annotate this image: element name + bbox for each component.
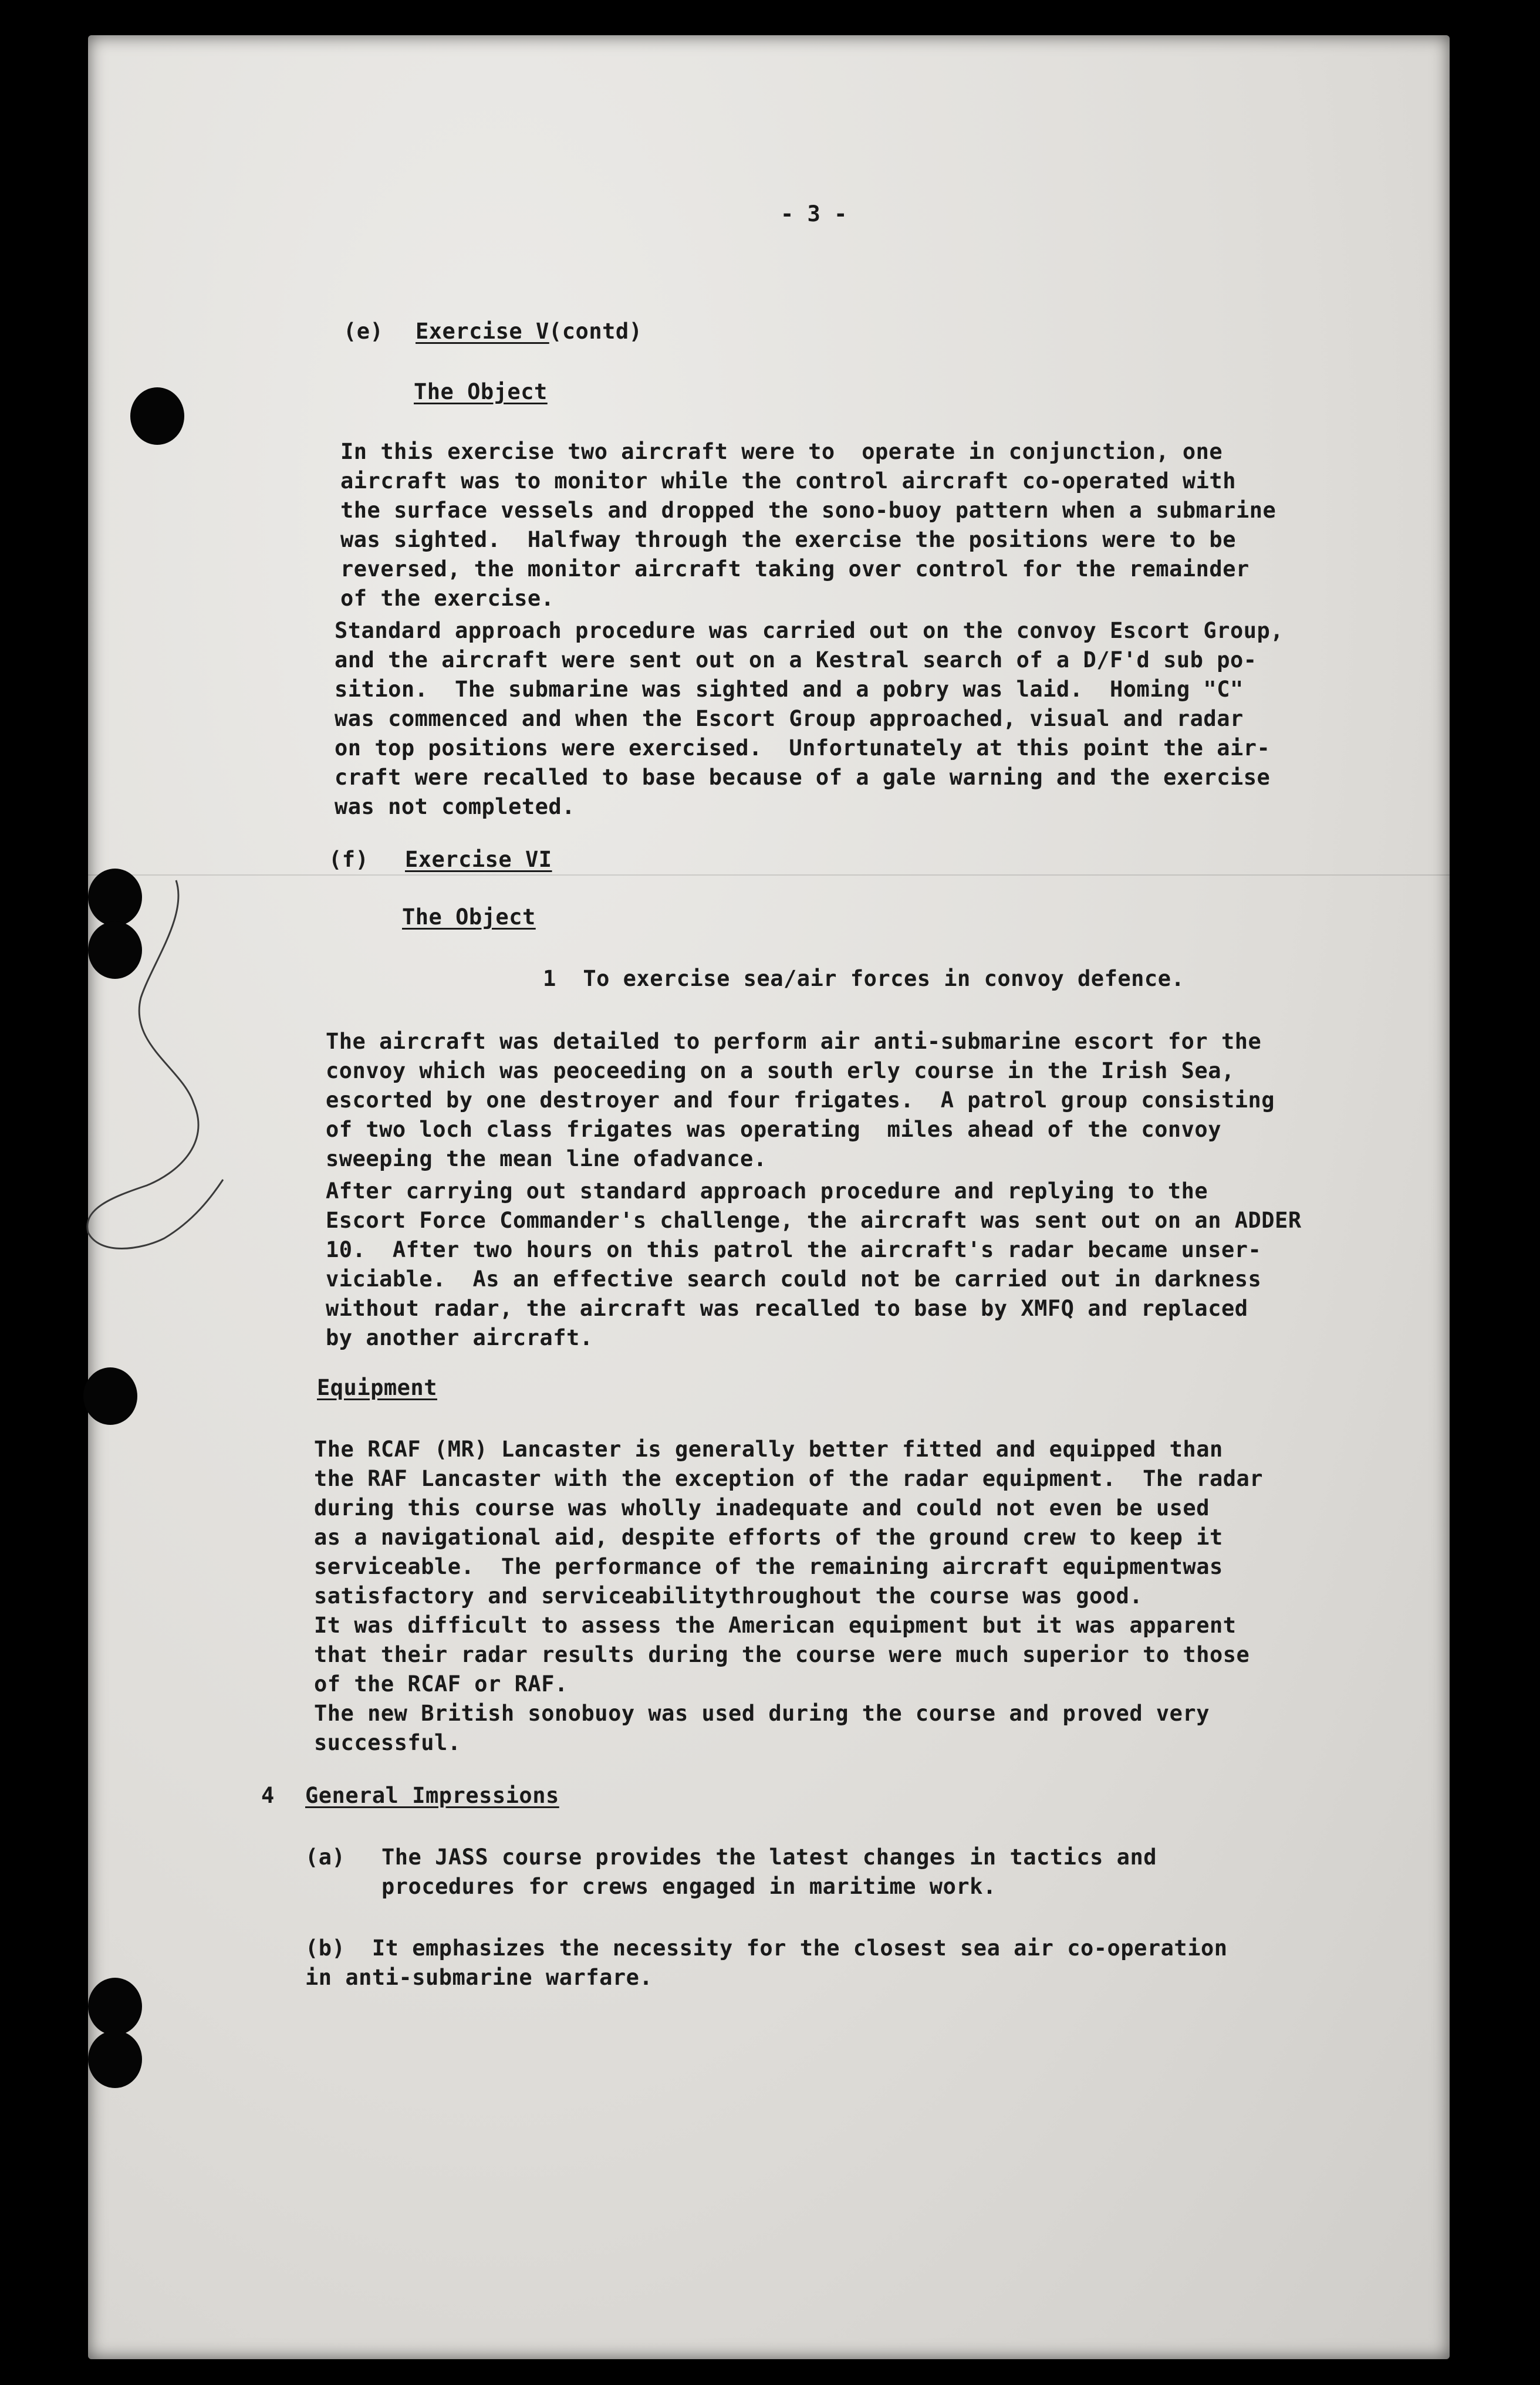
punch-hole [130,387,184,445]
text-line: successful. [314,1730,461,1755]
text-line: In this exercise two aircraft were to operate in conjunction, one [340,439,1223,464]
text-line: The new British sonobuoy was used during the course and proved very [314,1701,1210,1726]
text-line: craft were recalled to base because of a gale warning and the exercise [335,765,1271,790]
text-line: by another aircraft. [326,1325,593,1350]
text-line: escorted by one destroyer and four frigates. A patrol group consisting [326,1087,1275,1113]
text-line: without radar, the aircraft was recalled to base by XMFQ and replaced [326,1296,1248,1321]
text-line: Standard approach procedure was carried out on the convoy Escort Group, [335,618,1284,643]
general-number: 4 [261,1783,275,1808]
text-line: viciable. As an effective search could not be carried out in darkness [326,1266,1262,1292]
text-line: that their radar results during the course were much superior to those [314,1642,1250,1667]
section-f-subheading: The Object [402,904,536,930]
text-line: of the exercise. [340,586,555,611]
text-line: After carrying out standard approach procedure and replying to the [326,1178,1208,1204]
punch-hole [88,1978,142,2035]
text-line: was commenced and when the Escort Group approached, visual and radar [335,706,1244,731]
text-line: aircraft was to monitor while the control aircraft co-operated with [340,468,1236,494]
text-line: of the RCAF or RAF. [314,1671,568,1697]
text-line: was not completed. [335,794,575,819]
text-line: The RCAF (MR) Lancaster is generally better fitted and equipped than [314,1437,1223,1462]
equipment-heading: Equipment [317,1375,437,1400]
text-line: serviceable. The performance of the remaining aircraft equipmentwas [314,1554,1223,1579]
text-line: It was difficult to assess the American equipment but it was apparent [314,1613,1237,1638]
section-f-heading: Exercise VI [405,847,552,872]
text-line: convoy which was peoceeding on a south erly course in the Irish Sea, [326,1058,1235,1083]
text-line: the surface vessels and dropped the sono-buoy pattern when a submarine [340,498,1276,523]
section-e-subheading: The Object [414,379,548,404]
page-number: - 3 - [781,201,847,227]
text-line: reversed, the monitor aircraft taking over control for the remainder [340,556,1249,582]
punch-hole [88,921,142,979]
text-line: procedures for crews engaged in maritime work. [381,1874,997,1899]
general-heading: General Impressions [305,1783,559,1808]
section-f-marker: (f) [329,847,369,872]
punch-hole [83,1367,137,1425]
section-e-heading-suffix: (contd) [549,319,643,344]
text-line: satisfactory and serviceabilitythroughout the course was good. [314,1583,1143,1609]
section-f-object-item: 1 To exercise sea/air forces in convoy defence. [543,966,1185,991]
text-line: was sighted. Halfway through the exercise the positions were to be [340,527,1236,552]
text-line: on top positions were exercised. Unfortunately at this point the air- [335,735,1271,761]
general-a-marker: (a) [305,1845,346,1870]
text-line: during this course was wholly inadequate and could not even be used [314,1495,1210,1521]
text-line: The aircraft was detailed to perform air anti-submarine escort for the [326,1029,1262,1054]
text-line: the RAF Lancaster with the exception of the radar equipment. The radar [314,1466,1264,1491]
text-line: and the aircraft were sent out on a Kestral search of a D/F'd sub po- [335,647,1257,673]
page-fold-line [88,874,1450,876]
punch-hole [88,869,142,926]
text-line: as a navigational aid, despite efforts of the ground crew to keep it [314,1525,1223,1550]
punch-hole [88,2031,142,2088]
section-e-marker: (e) [343,319,384,344]
text-line: sweeping the mean line ofadvance. [326,1146,767,1171]
text-line: (b) It emphasizes the necessity for the closest sea air co-operation [305,1935,1228,1961]
text-line: of two loch class frigates was operating miles ahead of the convoy [326,1117,1221,1142]
section-e-heading: Exercise V [416,319,549,344]
text-line: sition. The submarine was sighted and a pobry was laid. Homing "C" [335,677,1244,702]
text-line: Escort Force Commander's challenge, the aircraft was sent out on an ADDER [326,1208,1302,1233]
text-line: The JASS course provides the latest changes in tactics and [381,1845,1157,1870]
text-line: in anti-submarine warfare. [305,1965,653,1990]
text-line: 10. After two hours on this patrol the aircraft's radar became unser- [326,1237,1262,1262]
